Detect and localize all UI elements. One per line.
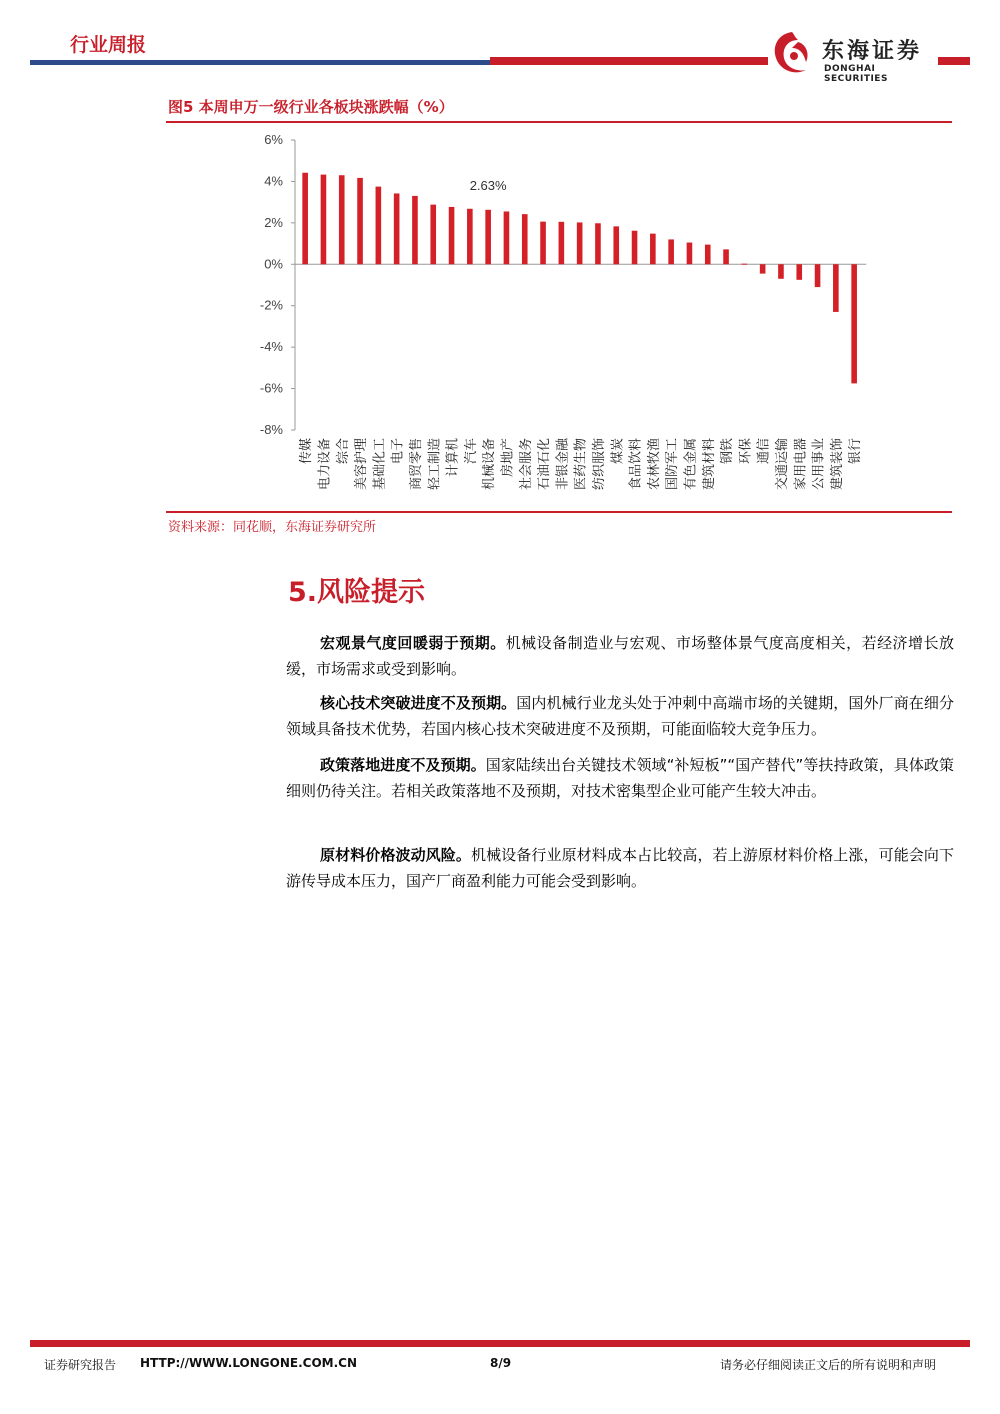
risk-heading: 核心技术突破进度不及预期。 [320, 694, 517, 712]
footer-label: 证券研究报告 [44, 1358, 117, 1372]
data-label: 2.63% [469, 177, 507, 193]
x-category-label: 公用事业 [811, 438, 827, 491]
risk-paragraph [286, 752, 954, 804]
y-tick-label: 6% [264, 132, 283, 147]
x-category-label: 银行 [848, 438, 864, 465]
y-tick-label: -8% [259, 422, 283, 437]
bar [357, 178, 363, 264]
x-category-label: 建筑装饰 [829, 438, 845, 491]
x-category-label: 国防军工 [665, 438, 681, 491]
x-category-label: 纺织服饰 [591, 438, 607, 491]
bar [430, 205, 436, 265]
y-tick-label: 0% [264, 256, 283, 272]
x-category-label: 钢铁 [720, 438, 736, 465]
risk-heading: 宏观景气度回暖弱于预期。 [320, 634, 506, 652]
risk-text: 国家陆续出台关键技术领域“补短板”“国产替代”等扶持政策，具体政策细则仍待关注。若相关政策落地不及预期，对技术密集型企业可能产生较大冲击。 [286, 756, 954, 800]
bar [650, 234, 656, 265]
bar [742, 264, 748, 265]
risk-text: 国内机械行业龙头处于冲刺中高端市场的关键期，国外厂商在细分领域具备技术优势，若国内核心技术突破进度不及预期，可能面临较大竞争压力。 [286, 694, 954, 738]
bar [559, 222, 565, 264]
x-category-label: 医药生物 [573, 438, 589, 491]
x-category-label: 食品饮料 [628, 438, 644, 491]
y-tick-label: -2% [259, 297, 283, 313]
header-bar-left [30, 60, 490, 65]
x-category-label: 交通运输 [774, 438, 790, 491]
bar [577, 222, 583, 264]
x-category-label: 家用电器 [793, 438, 809, 491]
x-category-label: 房地产 [500, 438, 516, 478]
x-category-label: 电力设备 [317, 438, 333, 491]
figure-title: 图5 本周申万一级行业各板块涨跌幅（%） [168, 98, 454, 116]
risk-text: 机械设备行业原材料成本占比较高，若上游原材料价格上涨，可能会向下游传导成本压力，国产厂商盈利能力可能会受到影响。 [286, 846, 954, 890]
y-tick-label: 2% [264, 214, 283, 230]
x-category-label: 综合 [335, 438, 351, 465]
company-logo [768, 28, 938, 84]
x-category-label: 基础化工 [372, 438, 388, 491]
bar-chart [166, 126, 952, 510]
figure-rule-bottom [166, 511, 952, 513]
bar [668, 239, 674, 264]
x-category-label: 电子 [390, 438, 406, 465]
bar [851, 264, 857, 383]
risk-paragraph [286, 630, 954, 682]
dragon-emblem-icon [768, 28, 816, 80]
bar [485, 210, 491, 264]
bar [522, 214, 528, 264]
risk-text: 机械设备制造业与宏观、市场整体景气度高度相关，若经济增长放缓，市场需求或受到影响。 [286, 634, 954, 678]
x-category-label: 有色金属 [683, 438, 699, 491]
bar [687, 243, 693, 265]
bar [449, 207, 455, 264]
bar [778, 264, 784, 279]
page-number: 8/9 [490, 1356, 512, 1370]
logo-text-en: DONGHAI SECURITIES [824, 64, 888, 84]
x-category-label: 商贸零售 [408, 438, 424, 491]
figure-source: 资料来源：同花顺，东海证券研究所 [168, 520, 377, 535]
bar [339, 175, 345, 264]
x-category-label: 汽车 [463, 438, 479, 465]
bar [321, 175, 327, 265]
x-category-label: 社会服务 [518, 438, 534, 491]
bar [394, 193, 400, 264]
x-category-label: 传媒 [299, 438, 315, 465]
x-category-label: 环保 [738, 438, 754, 465]
bar [376, 187, 382, 265]
y-tick-label: -4% [259, 339, 283, 355]
bar [760, 264, 766, 273]
x-category-label: 农林牧渔 [646, 437, 662, 491]
risk-paragraph [286, 842, 954, 894]
bar [504, 211, 510, 264]
bar [540, 222, 546, 265]
logo-text-cn: 东海证券 [822, 39, 923, 64]
bar [723, 249, 729, 264]
risk-heading: 原材料价格波动风险。 [320, 846, 471, 864]
footer-bar [30, 1340, 970, 1347]
bar [467, 209, 473, 265]
bar [815, 264, 821, 287]
x-category-label: 通信 [756, 438, 772, 465]
risk-heading: 政策落地进度不及预期。 [320, 756, 486, 774]
x-category-label: 机械设备 [482, 438, 498, 491]
y-tick-label: -6% [259, 380, 283, 396]
bar [796, 264, 802, 280]
x-category-label: 轻工制造 [427, 438, 443, 491]
bar [632, 231, 638, 265]
x-category-label: 煤炭 [610, 438, 626, 465]
x-category-label: 石油石化 [537, 438, 553, 491]
bar [705, 245, 711, 265]
x-category-label: 非银金融 [555, 438, 571, 491]
footer-disclaimer: 请务必仔细阅读正文后的所有说明和声明 [720, 1358, 937, 1372]
header-title: 行业周报 [70, 34, 147, 56]
x-category-label: 美容护理 [354, 438, 370, 491]
risk-paragraph [286, 690, 954, 742]
bar [833, 264, 839, 312]
section-title: 5.风险提示 [288, 577, 426, 608]
bar [595, 223, 601, 264]
bar [302, 173, 308, 265]
figure-rule-top [166, 121, 952, 123]
footer-website-link[interactable]: HTTP://WWW.LONGONE.COM.CN [140, 1356, 358, 1370]
bar [412, 196, 418, 264]
y-tick-label: 4% [264, 173, 283, 189]
x-category-label: 建筑材料 [701, 438, 717, 491]
x-category-label: 计算机 [445, 438, 461, 478]
bar [613, 226, 619, 264]
